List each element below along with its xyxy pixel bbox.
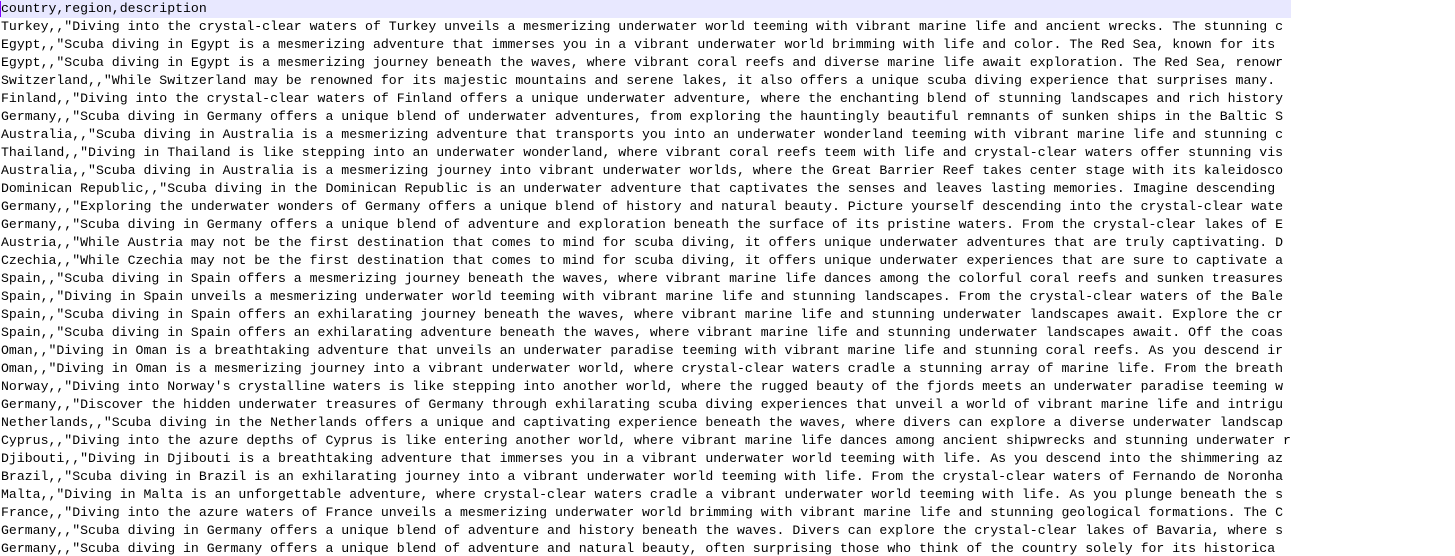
- text-line[interactable]: Germany,,"Scuba diving in Germany offers a unique blend of adventure and history beneath the waves. Divers can explore the crystal-clear lakes of Bavaria, where s: [1, 523, 1284, 538]
- text-line[interactable]: Germany,,"Scuba diving in Germany offers a unique blend of underwater adventures, from exploring the hauntingly beautiful remnants of sunken ships in the Baltic S: [1, 109, 1284, 124]
- text-line[interactable]: Netherlands,,"Scuba diving in the Netherlands offers a unique and captivating experience beneath the waves, where divers can explore a diverse underwater landscap: [1, 415, 1284, 430]
- text-line[interactable]: Germany,,"Scuba diving in Germany offers a unique blend of adventure and exploration beneath the surface of its pristine waters. From the crystal-clear lakes of E: [1, 217, 1284, 232]
- text-line[interactable]: Spain,,"Scuba diving in Spain offers a mesmerizing journey beneath the waves, where vibrant marine life dances among the colorful coral reefs and sunken treasures: [1, 271, 1284, 286]
- text-line[interactable]: Oman,,"Diving in Oman is a mesmerizing journey into a vibrant underwater world, where crystal-clear waters cradle a stunning array of marine life. From the breath: [1, 361, 1284, 376]
- text-line[interactable]: Norway,,"Diving into Norway's crystalline waters is like stepping into another world, where the rugged beauty of the fjords meets an underwater paradise teeming w: [1, 379, 1284, 394]
- text-line[interactable]: Oman,,"Diving in Oman is a breathtaking adventure that unveils an underwater paradise teeming with vibrant marine life and stunning coral reefs. As you descend ir: [1, 343, 1284, 358]
- text-line[interactable]: Turkey,,"Diving into the crystal-clear waters of Turkey unveils a mesmerizing underwater world teeming with vibrant marine life and ancient wrecks. The stunning c: [1, 19, 1284, 34]
- text-line[interactable]: Switzerland,,"While Switzerland may be renowned for its majestic mountains and serene lakes, it also offers a unique scuba diving experience that surprises many.: [1, 73, 1276, 88]
- text-line[interactable]: Spain,,"Diving in Spain unveils a mesmerizing underwater world teeming with vibrant marine life and stunning landscapes. From the crystal-clear waters of the Bale: [1, 289, 1284, 304]
- text-cursor: [0, 1, 1, 17]
- text-line[interactable]: Germany,,"Discover the hidden underwater treasures of Germany through exhilarating scuba diving experiences that unveil a world of vibrant marine life and intrigu: [1, 397, 1284, 412]
- text-line[interactable]: Egypt,,"Scuba diving in Egypt is a mesmerizing journey beneath the waves, where vibrant coral reefs and diverse marine life await exploration. The Red Sea, renowr: [1, 55, 1284, 70]
- text-line[interactable]: Austria,,"While Austria may not be the first destination that comes to mind for scuba diving, it offers unique underwater adventures that are truly captivating. D: [1, 235, 1284, 250]
- text-line[interactable]: Spain,,"Scuba diving in Spain offers an exhilarating adventure beneath the waves, where vibrant marine life and stunning underwater landscapes await. Off the coas: [1, 325, 1284, 340]
- text-line[interactable]: Australia,,"Scuba diving in Australia is a mesmerizing journey into vibrant underwater worlds, where the Great Barrier Reef takes center stage with its kaleidosco: [1, 163, 1284, 178]
- text-line[interactable]: Thailand,,"Diving in Thailand is like stepping into an underwater wonderland, where vibrant coral reefs teem with life and crystal-clear waters offer stunning vis: [1, 145, 1284, 160]
- text-line[interactable]: France,,"Diving into the azure waters of France unveils a mesmerizing underwater world brimming with vibrant marine life and stunning geological formations. The C: [1, 505, 1284, 520]
- text-line[interactable]: Germany,,"Scuba diving in Germany offers a unique blend of adventure and natural beauty, often surprising those who think of the country solely for its historica: [1, 541, 1276, 556]
- text-line[interactable]: Djibouti,,"Diving in Djibouti is a breathtaking adventure that immerses you in a vibrant underwater world teeming with life. As you descend into the shimmering az: [1, 451, 1284, 466]
- text-line[interactable]: Australia,,"Scuba diving in Australia is a mesmerizing adventure that transports you into an underwater wonderland teeming with vibrant marine life and stunning c: [1, 127, 1284, 142]
- text-line[interactable]: Egypt,,"Scuba diving in Egypt is a mesmerizing adventure that immerses you in a vibrant underwater world brimming with life and color. The Red Sea, known for its: [1, 37, 1276, 52]
- text-line[interactable]: country,region,description: [0, 0, 1291, 18]
- text-line[interactable]: Dominican Republic,,"Scuba diving in the Dominican Republic is an underwater adventure that captivates the senses and leaves lasting memories. Imagine descending: [1, 181, 1276, 196]
- text-line[interactable]: Cyprus,,"Diving into the azure depths of Cyprus is like entering another world, where vibrant marine life dances among ancient shipwrecks and stunning underwater r: [1, 433, 1291, 448]
- text-line[interactable]: Czechia,,"While Czechia may not be the first destination that comes to mind for scuba diving, it offers unique underwater experiences that are sure to captivate a: [1, 253, 1284, 268]
- text-line[interactable]: Brazil,,"Scuba diving in Brazil is an exhilarating journey into a vibrant underwater world teeming with life. From the crystal-clear waters of Fernando de Noronha: [1, 469, 1284, 484]
- text-line[interactable]: Finland,,"Diving into the crystal-clear waters of Finland offers a unique underwater adventure, where the enchanting blend of stunning landscapes and rich history: [1, 91, 1284, 106]
- text-line[interactable]: Malta,,"Diving in Malta is an unforgettable adventure, where crystal-clear waters cradle a vibrant underwater world teeming with life. As you plunge beneath the s: [1, 487, 1284, 502]
- text-line[interactable]: Spain,,"Scuba diving in Spain offers an exhilarating journey beneath the waves, where vibrant marine life and stunning underwater landscapes await. Explore the cr: [1, 307, 1284, 322]
- text-line[interactable]: Germany,,"Exploring the underwater wonders of Germany offers a unique blend of history and natural beauty. Picture yourself descending into the crystal-clear wate: [1, 199, 1284, 214]
